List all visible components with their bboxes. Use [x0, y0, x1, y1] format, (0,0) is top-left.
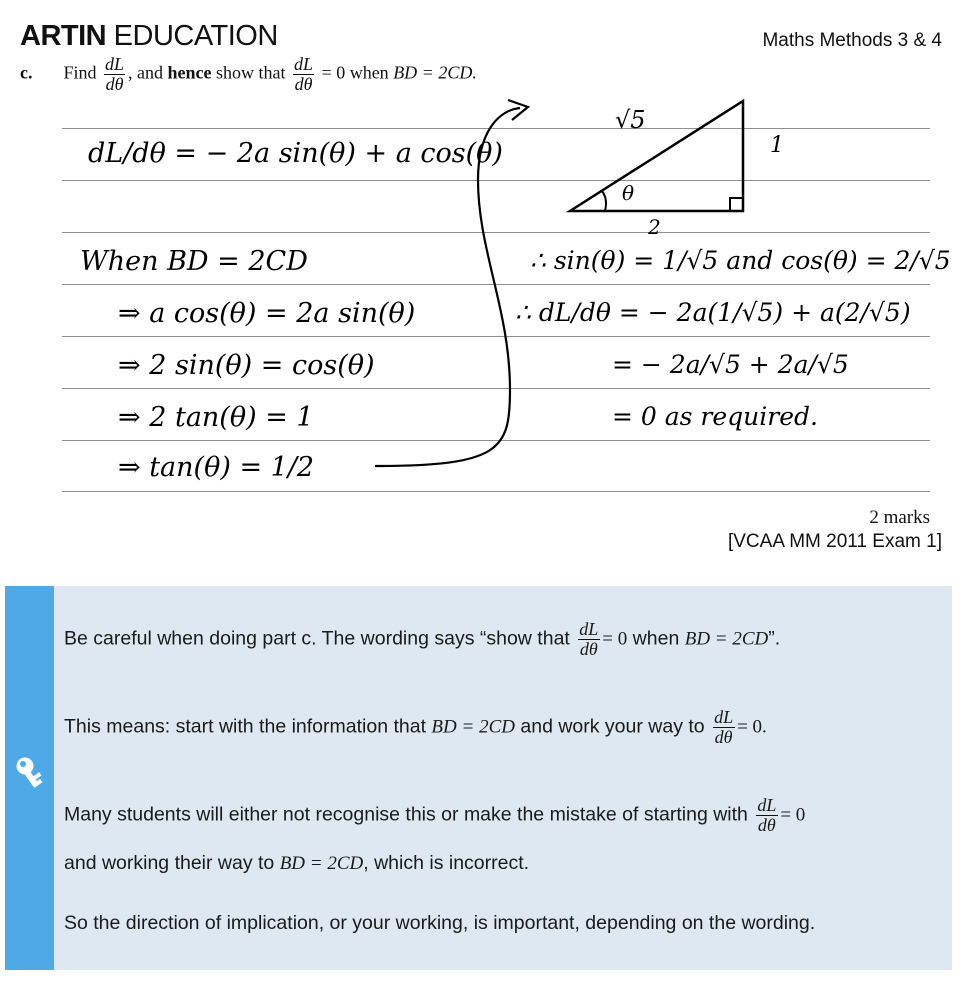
brand-logo	[20, 20, 278, 53]
connector-arrow	[360, 90, 560, 480]
source-label: [VCAA MM 2011 Exam 1]	[727, 531, 942, 552]
callout-derivative-2: $\frac{dL}{d\theta}$	[714, 707, 734, 747]
marks-label: 2 marks	[869, 507, 930, 528]
course-title: Maths Methods 3 & 4	[762, 30, 942, 51]
callout-paragraph-2: This means: start with the information that BD = 2CD and work your way to $\frac{dL}{d\theta}$ = 0.	[64, 707, 767, 747]
right-angle-mark	[730, 198, 743, 211]
triangle-opposite-label: 1	[770, 133, 784, 158]
question-hence: hence	[167, 62, 212, 83]
connector-curve	[375, 108, 520, 466]
hand-line-step2: ⇒ 2 sin(θ) = cos(θ)	[118, 350, 375, 381]
question-condition: BD = 2CD.	[393, 62, 477, 83]
question-derivative: $\frac{dL}{d\theta}$	[105, 54, 125, 94]
hand-line-result: = 0 as required.	[612, 402, 818, 431]
question-label: c.	[20, 62, 33, 83]
brand-bold: ARTIN	[20, 20, 107, 52]
hand-line-simplify: = − 2a/√5 + 2a/√5	[612, 350, 849, 379]
hand-line-substitute: ∴ dL/dθ = − 2a(1/√5) + a(2/√5)	[515, 298, 911, 327]
key-icon	[14, 756, 44, 790]
answer-rule	[62, 491, 930, 492]
callout-derivative-1: $\frac{dL}{d\theta}$	[579, 619, 599, 659]
triangle-adjacent-label: 2	[648, 215, 661, 236]
hand-line-sin-cos: ∴ sin(θ) = 1/√5 and cos(θ) = 2/√5	[530, 246, 951, 275]
hand-line-step3: ⇒ 2 tan(θ) = 1	[118, 402, 314, 433]
brand-light: EDUCATION	[113, 20, 278, 52]
question-find: Find	[63, 62, 97, 83]
callout-derivative-3: $\frac{dL}{d\theta}$	[757, 795, 777, 835]
triangle-angle-label: θ	[622, 181, 635, 205]
callout-paragraph-4: and working their way to BD = 2CD, which is incorrect.	[64, 852, 530, 874]
callout-paragraph-1: Be careful when doing part c. The wording says “show that $\frac{dL}{d\theta}$ = 0 when BD = 2CD”.	[64, 619, 781, 659]
hand-line-derivative: dL/dθ = − 2a sin(θ) + a cos(θ)	[88, 138, 503, 169]
triangle-hypotenuse-label: √5	[615, 106, 646, 134]
hand-line-step4: ⇒ tan(θ) = 1/2	[118, 452, 315, 483]
question-c: c. Find $\frac{dL}{d\theta}$ , and hence show that $\frac{dL}{d\theta}$ = 0 when BD = 2CD.	[20, 54, 477, 94]
angle-arc	[602, 191, 606, 211]
hand-line-when: When BD = 2CD	[80, 246, 308, 277]
hand-line-step1: ⇒ a cos(θ) = 2a sin(θ)	[118, 298, 416, 329]
question-derivative-2: $\frac{dL}{d\theta}$	[294, 54, 314, 94]
triangle-shape	[570, 101, 743, 211]
callout-paragraph-3: Many students will either not recognise this or make the mistake of starting with $\frac{dL}{d\theta}$ = 0	[64, 795, 806, 835]
triangle-diagram	[560, 96, 800, 236]
callout-paragraph-5: So the direction of implication, or your working, is important, depending on the wording.	[64, 912, 816, 934]
